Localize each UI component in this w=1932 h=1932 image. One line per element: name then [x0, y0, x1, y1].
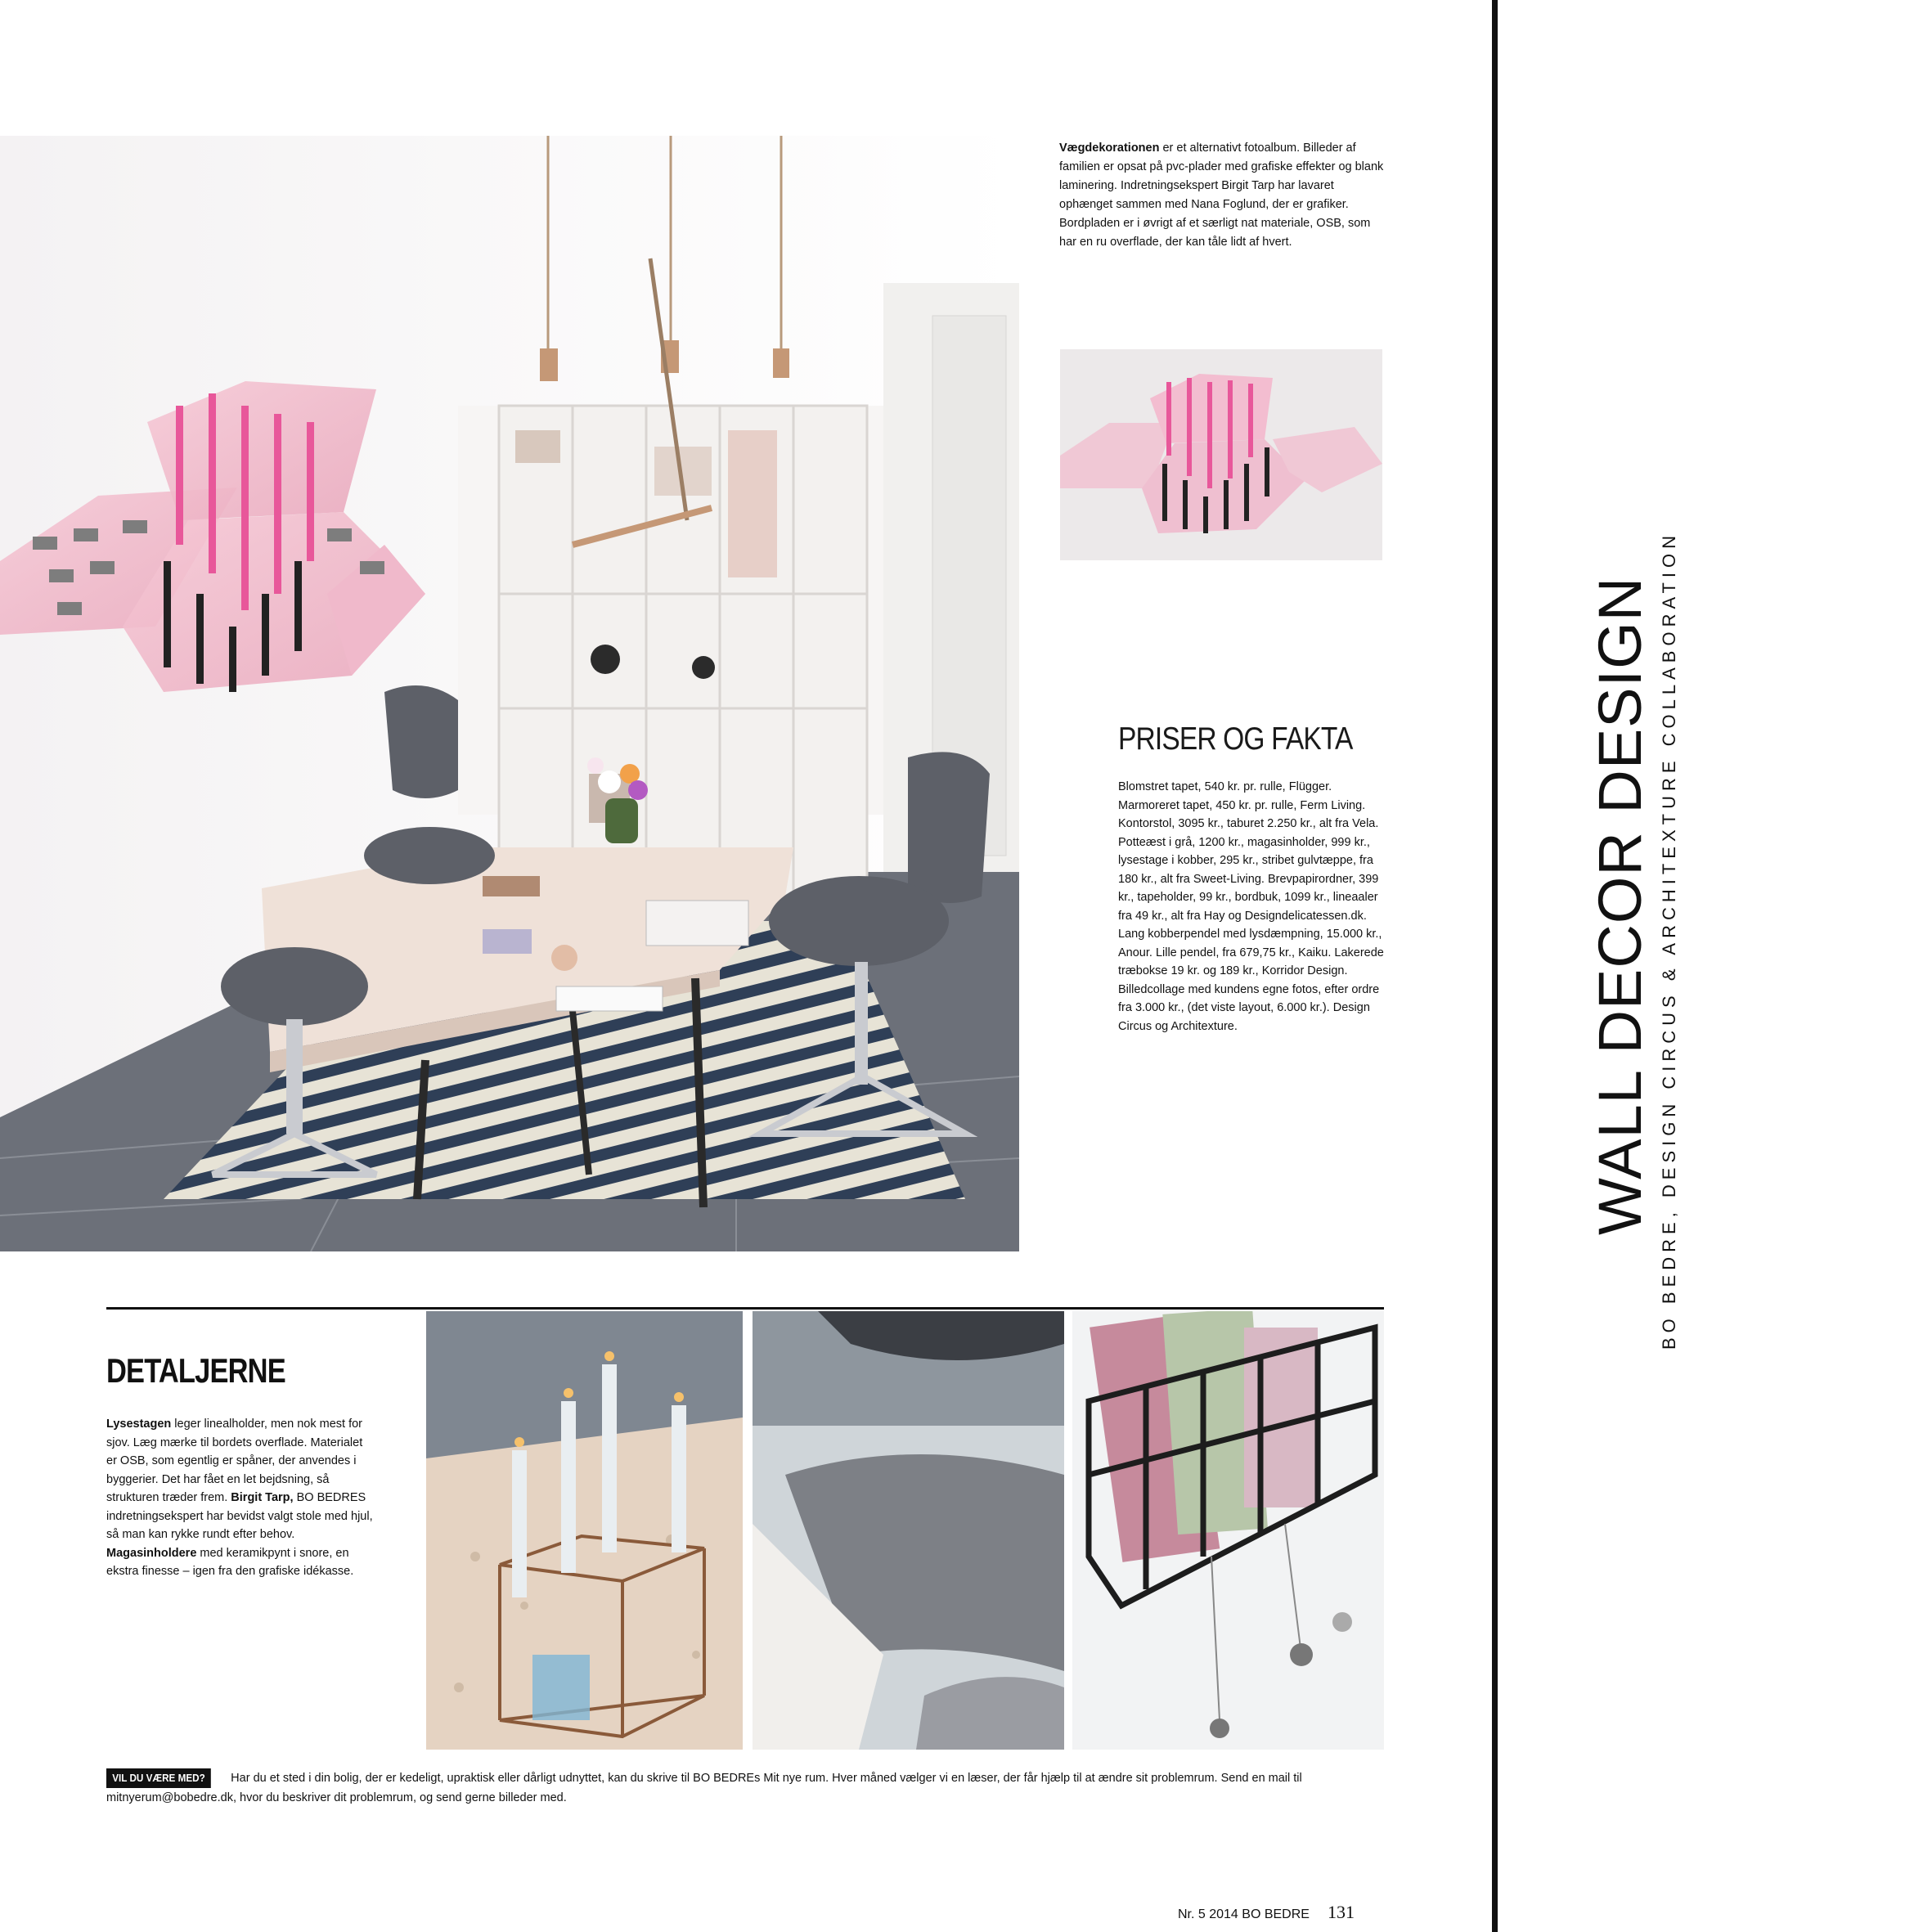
reader-invite-tag: VIL DU VÆRE MED? [106, 1768, 211, 1788]
details-text [106, 1415, 376, 1581]
page-footer [1178, 1902, 1355, 1923]
side-subtitle: BO BEDRE, DESIGN CIRCUS & ARCHITEXTURE COLLABORATION [1659, 530, 1679, 1350]
side-title: WALL DECOR DESIGN [1586, 576, 1654, 1235]
details-heading: DETALJERNE [106, 1351, 285, 1390]
main-room-photo [0, 136, 1019, 1251]
caption-text: er et alternativt fotoalbum. Billeder af familien er opsat på pvc-plader med grafiske effekter og blank laminering. Indretningsekspert Birgit Tarp har lavaret ophænget sammen med Nana Foglund, der er grafiker. Bordpladen er i øvrigt af et særligt nat materiale, OSB, som har en ru overflade, der kan tåle lidt af hvert. [1059, 142, 1384, 249]
photo-caption [1059, 139, 1386, 252]
vertical-divider [1492, 0, 1498, 1932]
details-lead-3: Magasinholdere [106, 1546, 197, 1560]
details-text-3: med keramikpynt i snore, en ekstra finesse – igen fra den grafiske idékasse. [106, 1546, 354, 1578]
details-lead-2: Birgit Tarp, [231, 1491, 294, 1504]
magazine-rack-photo [1072, 1311, 1384, 1750]
reader-invite-text: Har du et sted i din bolig, der er kedeligt, upraktisk eller dårligt udnyttet, kan du skrive til BO BEDREs Mit nye rum. Hver måned vælger vi en læser, der får hjælp til at ændre sit problemrum. Send en mail til mitnyerum@bobedre.dk, hvor du beskriver dit problemrum, og send gerne billeder med. [106, 1772, 1302, 1804]
issue-label: Nr. 5 2014 BO BEDRE [1178, 1907, 1310, 1921]
caption-lead: Vægdekorationen [1059, 142, 1160, 155]
section-divider [106, 1307, 1384, 1310]
reader-invite [106, 1768, 1309, 1808]
chair-closeup-photo [753, 1311, 1064, 1750]
wall-decor-detail-photo [1060, 349, 1382, 560]
details-text-1: leger linealholder, men nok mest for sjov. Læg mærke til bordets overflade. Materialet er OSB, som egentlig er spåner, der anvendes i byggerier. Det har fået en let bejdsning, så strukturen træder frem. [106, 1418, 363, 1504]
page-number: 131 [1327, 1902, 1355, 1922]
candle-holder-photo [426, 1311, 743, 1750]
facts-text: Blomstret tapet, 540 kr. pr. rulle, Flügger. Marmoreret tapet, 450 kr. pr. rulle, Ferm Living. Kontorstol, 3095 kr., taburet 2.250 kr., alt fra Vela. Potteæst i grå, 1200 kr., magasinholder, 999 kr., lysestage i kobber, 295 kr., stribet gulvtæppe, fra 180 kr., alt fra Sweet-Living. Brevpapirordner, 399 kr., tapeholder, 99 kr., bordbuk, 1099 kr., lineaaler fra 49 kr., alt fra Hay og Designdelicatessen.dk. Lang kobberpendel med lysdæmpning, 15.000 kr., Anour. Lille pendel, fra 679,75 kr., Kaiku. Lakerede træbokse 19 kr. og 189 kr., Korridor Design. Billedcollage med kundens egne fotos, efter ordre fra 3.000 kr., (det viste layout, 6.000 kr.). Design Circus og Architexture. [1118, 780, 1384, 1033]
details-lead-1: Lysestagen [106, 1418, 172, 1431]
facts-heading: PRISER OG FAKTA [1118, 721, 1353, 757]
details-text-2: BO BEDRES indretningsekspert har bevidst valgt stole med hjul, så man kan rykke rundt efter behov. [106, 1491, 373, 1541]
